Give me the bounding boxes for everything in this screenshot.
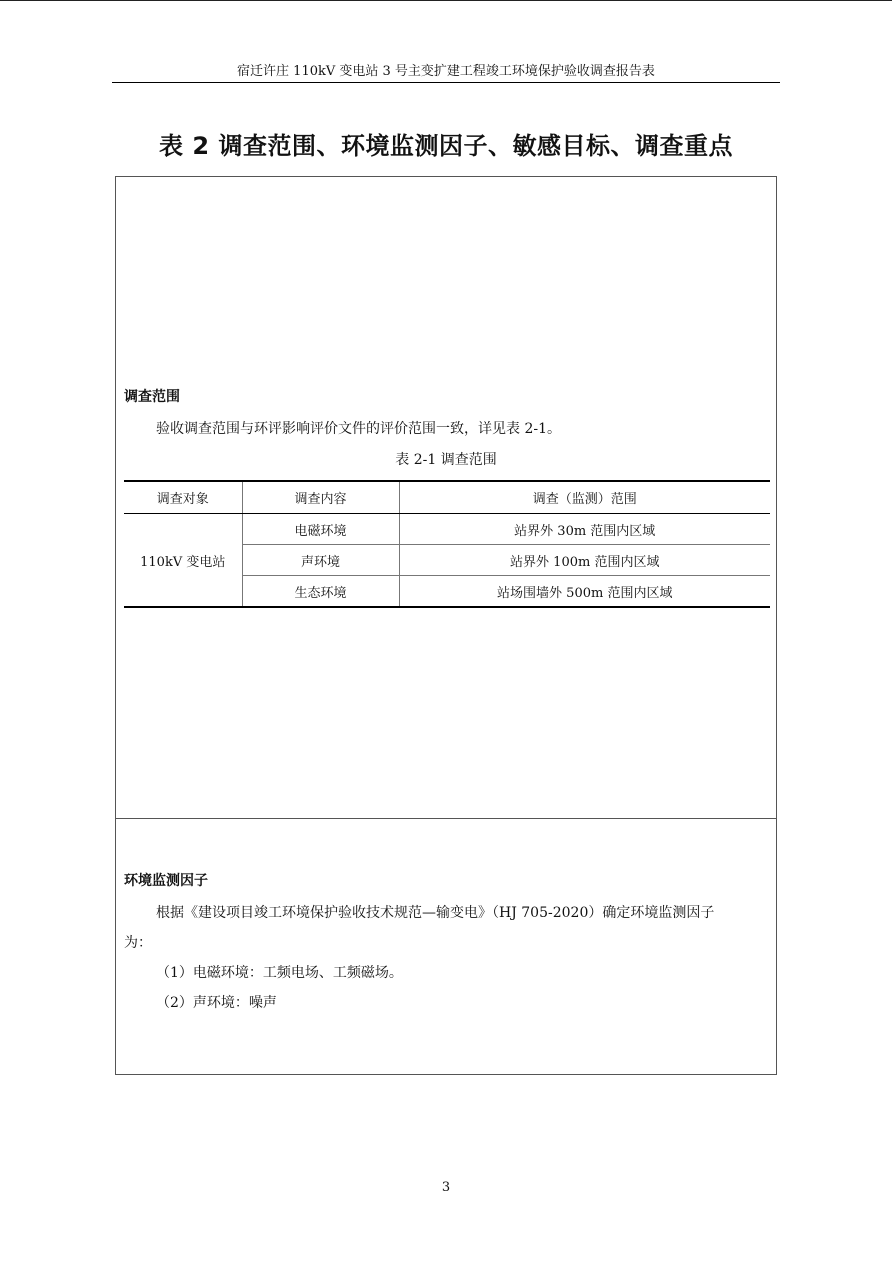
running-header: 宿迁许庄 110kV 变电站 3 号主变扩建工程竣工环境保护验收调查报告表 <box>237 64 655 79</box>
column-header-object: 调查对象 <box>124 481 242 514</box>
page-title: 表 2 调查范围、环境监测因子、敏感目标、调查重点 <box>159 132 733 160</box>
survey-content-cell: 电磁环境 <box>242 514 399 545</box>
monitoring-factor-acoustic: （2）声环境：噪声 <box>156 995 277 1011</box>
survey-range-cell: 站界外 100m 范围内区域 <box>399 545 770 576</box>
page-number: 3 <box>441 1180 451 1195</box>
monitoring-factors-paragraph-line1: 根据《建设项目竣工环境保护验收技术规范—输变电》（HJ 705-2020）确定环境监测因子 <box>156 905 715 921</box>
column-header-range: 调查（监测）范围 <box>399 481 770 514</box>
column-header-content: 调查内容 <box>242 481 399 514</box>
monitoring-factors-paragraph-line2: 为： <box>124 935 152 951</box>
monitoring-factors-frame <box>115 818 777 1075</box>
table-caption: 表 2-1 调查范围 <box>395 452 497 468</box>
table-header-row <box>124 481 770 514</box>
survey-content-cell: 声环境 <box>242 545 399 576</box>
survey-object-cell: 110kV 变电站 <box>124 514 242 608</box>
table-row <box>124 514 770 545</box>
survey-scope-paragraph: 验收调查范围与环评影响评价文件的评价范围一致，详见表 2-1。 <box>156 421 561 437</box>
survey-range-cell: 站界外 30m 范围内区域 <box>399 514 770 545</box>
survey-range-cell: 站场围墙外 500m 范围内区域 <box>399 576 770 608</box>
monitoring-factor-electromagnetic: （1）电磁环境：工频电场、工频磁场。 <box>156 965 403 981</box>
monitoring-factors-heading: 环境监测因子 <box>124 873 208 889</box>
survey-scope-heading: 调查范围 <box>124 389 180 405</box>
survey-content-cell: 生态环境 <box>242 576 399 608</box>
header-rule <box>112 82 780 83</box>
survey-scope-table <box>124 480 770 608</box>
top-border-line <box>0 0 892 1</box>
